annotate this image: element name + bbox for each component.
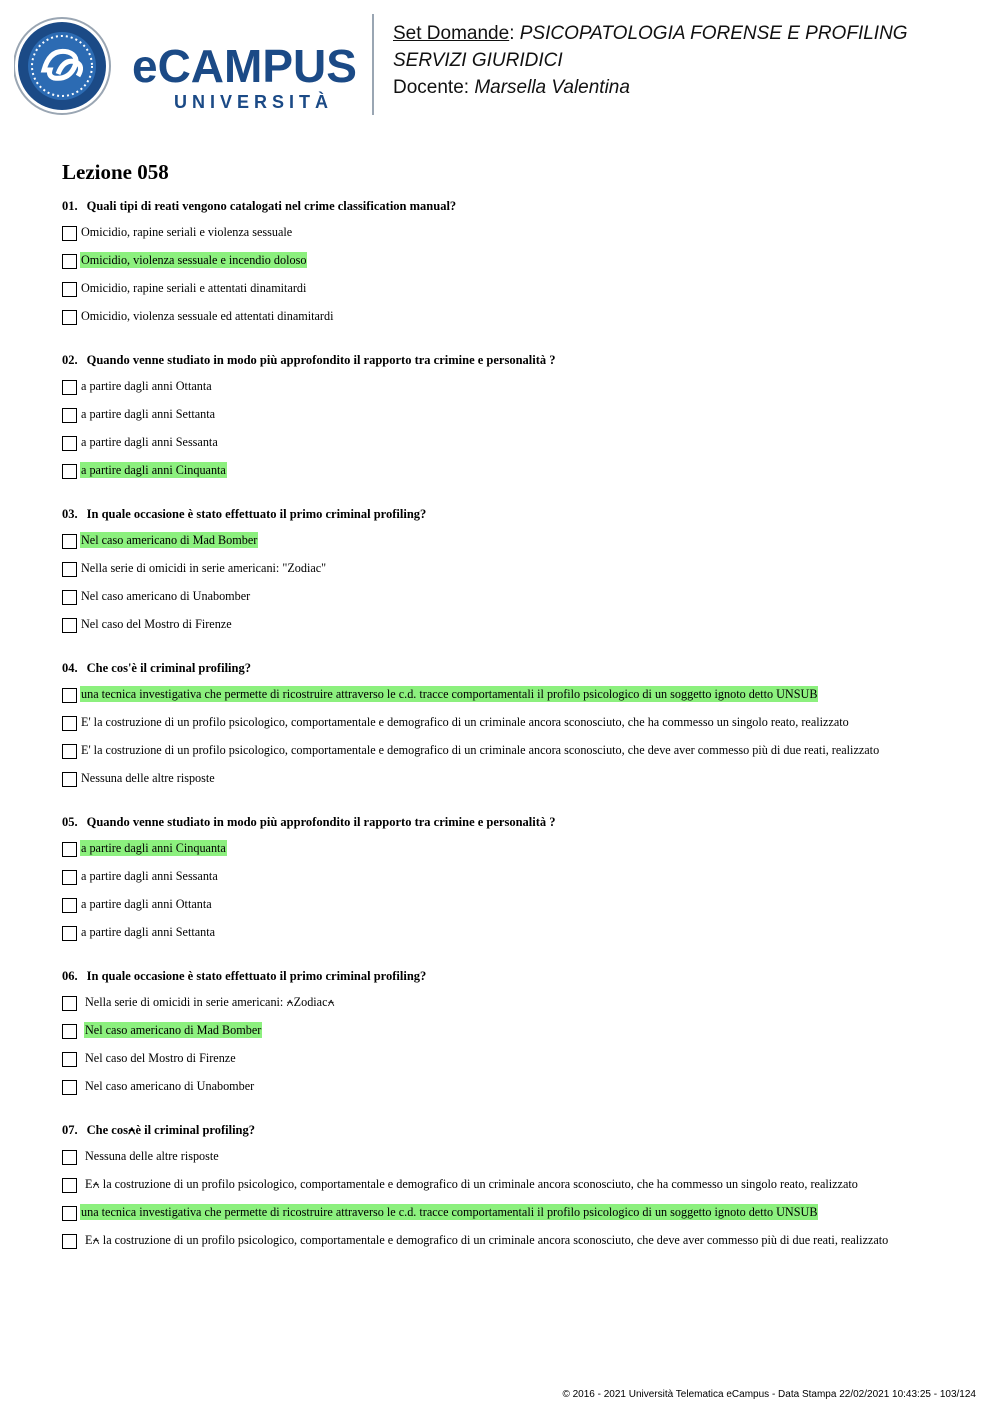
answer-option[interactable] bbox=[62, 532, 962, 560]
logo-subtext: UNIVERSITÀ bbox=[174, 92, 334, 112]
question-number: 03. bbox=[62, 507, 78, 521]
question-title bbox=[62, 812, 962, 832]
answer-text: a partire dagli anni Ottanta bbox=[81, 379, 212, 393]
question-text: In quale occasione è stato effettuato il primo criminal profiling? bbox=[86, 507, 427, 521]
answer-text: E' la costruzione di un profilo psicologico, comportamentale e demografico di un criminale ancora sconosciuto, che deve aver commesso più di due reati, realizzato bbox=[81, 743, 880, 757]
answer-text: Nel caso del Mostro di Firenze bbox=[81, 617, 232, 631]
question-title bbox=[62, 504, 962, 524]
question-block bbox=[62, 966, 962, 1106]
question-title bbox=[62, 350, 962, 370]
question-block bbox=[62, 196, 962, 336]
question-number: 04. bbox=[62, 661, 78, 675]
answer-text: Omicidio, rapine seriali e attentati dinamitardi bbox=[81, 281, 307, 295]
answer-option[interactable] bbox=[62, 770, 962, 798]
answer-text: a partire dagli anni Sessanta bbox=[81, 435, 218, 449]
answer-text: Nel caso americano di Unabomber bbox=[81, 589, 251, 603]
ecampus-logo bbox=[14, 12, 374, 120]
answer-checkbox[interactable] bbox=[62, 436, 77, 451]
header-divider bbox=[372, 14, 374, 115]
answer-text: a partire dagli anni Settanta bbox=[81, 925, 216, 939]
question-block bbox=[62, 812, 962, 952]
question-number: 07. bbox=[62, 1123, 78, 1137]
question-text: Che cos'è il criminal profiling? bbox=[86, 661, 251, 675]
answer-option[interactable] bbox=[62, 1148, 962, 1176]
lesson-title: Lezione 058 bbox=[62, 160, 169, 184]
answer-option[interactable] bbox=[62, 588, 962, 616]
question-number: 01. bbox=[62, 199, 78, 213]
answer-text: a partire dagli anni Sessanta bbox=[81, 869, 218, 883]
answer-text-correct: a partire dagli anni Cinquanta bbox=[81, 463, 226, 477]
answer-option[interactable] bbox=[62, 462, 962, 490]
answer-option[interactable] bbox=[62, 1204, 962, 1232]
answer-text: Nessuna delle altre risposte bbox=[81, 771, 215, 785]
answer-text-correct: Nel caso americano di Mad Bomber bbox=[81, 533, 258, 547]
answer-checkbox[interactable] bbox=[62, 590, 77, 605]
answer-checkbox[interactable] bbox=[62, 408, 77, 423]
answer-text-correct: Nel caso americano di Mad Bomber bbox=[85, 1023, 262, 1037]
answer-checkbox[interactable] bbox=[62, 842, 77, 857]
question-text: Che cos⍲è il criminal profiling? bbox=[86, 1123, 255, 1137]
answer-option[interactable] bbox=[62, 1050, 962, 1078]
answer-checkbox[interactable] bbox=[62, 464, 77, 479]
answer-checkbox[interactable] bbox=[62, 1234, 77, 1249]
answer-text: E⍲ la costruzione di un profilo psicologico, comportamentale e demografico di un criminale ancora sconosciuto, che deve aver commesso più di due reati, realizzato bbox=[85, 1233, 889, 1247]
answer-text: E⍲ la costruzione di un profilo psicologico, comportamentale e demografico di un criminale ancora sconosciuto, che ha commesso un singolo reato, realizzato bbox=[85, 1177, 858, 1191]
answer-checkbox[interactable] bbox=[62, 1024, 77, 1039]
answer-text: Nel caso del Mostro di Firenze bbox=[85, 1051, 236, 1065]
question-block bbox=[62, 350, 962, 490]
answer-option[interactable] bbox=[62, 1176, 962, 1204]
question-block bbox=[62, 504, 962, 644]
answer-option[interactable] bbox=[62, 560, 962, 588]
answer-text-correct: a partire dagli anni Cinquanta bbox=[81, 841, 226, 855]
question-title bbox=[62, 1120, 962, 1140]
answer-text: Nella serie di omicidi in serie americani: "Zodiac" bbox=[81, 561, 327, 575]
docente-name: Marsella Valentina bbox=[474, 77, 630, 98]
answer-checkbox[interactable] bbox=[62, 562, 77, 577]
question-number: 05. bbox=[62, 815, 78, 829]
answer-checkbox[interactable] bbox=[62, 1080, 77, 1095]
answer-text: E' la costruzione di un profilo psicologico, comportamentale e demografico di un criminale ancora sconosciuto, che ha commesso un singolo reato, realizzato bbox=[81, 715, 849, 729]
question-text: In quale occasione è stato effettuato il primo criminal profiling? bbox=[86, 969, 427, 983]
answer-checkbox[interactable] bbox=[62, 380, 77, 395]
question-block bbox=[62, 1120, 962, 1260]
answer-option[interactable] bbox=[62, 378, 962, 406]
answer-option[interactable] bbox=[62, 406, 962, 434]
logo-wordmark: eCAMPUS bbox=[132, 40, 357, 92]
answer-checkbox[interactable] bbox=[62, 310, 77, 325]
course-title-line1: PSICOPATOLOGIA FORENSE E PROFILING bbox=[519, 23, 908, 44]
question-text: Quando venne studiato in modo più approfondito il rapporto tra crimine e personalità ? bbox=[86, 815, 556, 829]
answer-option[interactable] bbox=[62, 924, 962, 952]
answer-option[interactable] bbox=[62, 868, 962, 896]
answer-checkbox[interactable] bbox=[62, 534, 77, 549]
answer-option[interactable] bbox=[62, 434, 962, 462]
question-title bbox=[62, 966, 962, 986]
answer-text: a partire dagli anni Settanta bbox=[81, 407, 216, 421]
answer-text-correct: una tecnica investigativa che permette di ricostruire attraverso le c.d. tracce comportamentali il profilo psicologico di un soggetto ignoto detto UNSUB bbox=[81, 687, 818, 701]
answer-checkbox[interactable] bbox=[62, 1052, 77, 1067]
answer-checkbox[interactable] bbox=[62, 1206, 77, 1221]
answer-checkbox[interactable] bbox=[62, 772, 77, 787]
answer-option[interactable] bbox=[62, 714, 962, 742]
question-number: 06. bbox=[62, 969, 78, 983]
question-text: Quando venne studiato in modo più approfondito il rapporto tra crimine e personalità ? bbox=[86, 353, 556, 367]
question-text: Quali tipi di reati vengono catalogati nel crime classification manual? bbox=[86, 199, 457, 213]
answer-option[interactable] bbox=[62, 686, 962, 714]
answer-checkbox[interactable] bbox=[62, 688, 77, 703]
question-list bbox=[62, 196, 962, 1274]
answer-option[interactable] bbox=[62, 308, 962, 336]
answer-checkbox[interactable] bbox=[62, 1150, 77, 1165]
answer-checkbox[interactable] bbox=[62, 926, 77, 941]
answer-option[interactable] bbox=[62, 1022, 962, 1050]
page-footer: © 2016 - 2021 Università Telematica eCampus - Data Stampa 22/02/2021 10:43:25 - 103/124 bbox=[562, 1389, 976, 1400]
docente-label: Docente: bbox=[393, 77, 470, 98]
course-title-line2: SERVIZI GIURIDICI bbox=[393, 50, 563, 71]
question-title bbox=[62, 658, 962, 678]
answer-option[interactable] bbox=[62, 1078, 962, 1106]
answer-checkbox[interactable] bbox=[62, 282, 77, 297]
answer-text: Nessuna delle altre risposte bbox=[85, 1149, 219, 1163]
answer-checkbox[interactable] bbox=[62, 898, 77, 913]
answer-option[interactable] bbox=[62, 742, 962, 770]
answer-option[interactable] bbox=[62, 616, 962, 644]
question-number: 02. bbox=[62, 353, 78, 367]
answer-text: Nel caso americano di Unabomber bbox=[85, 1079, 255, 1093]
answer-text: Nella serie di omicidi in serie americani: ⍲Zodiac⍲ bbox=[85, 995, 335, 1009]
answer-option[interactable] bbox=[62, 280, 962, 308]
answer-text: Omicidio, violenza sessuale ed attentati dinamitardi bbox=[81, 309, 334, 323]
question-block bbox=[62, 658, 962, 798]
answer-option[interactable] bbox=[62, 896, 962, 924]
answer-text: a partire dagli anni Ottanta bbox=[81, 897, 212, 911]
answer-checkbox[interactable] bbox=[62, 996, 77, 1011]
answer-checkbox[interactable] bbox=[62, 226, 77, 241]
answer-option[interactable] bbox=[62, 224, 962, 252]
answer-option[interactable] bbox=[62, 252, 962, 280]
answer-checkbox[interactable] bbox=[62, 870, 77, 885]
question-title bbox=[62, 196, 962, 216]
answer-text-correct: Omicidio, violenza sessuale e incendio doloso bbox=[81, 253, 307, 267]
header-info: Set Domande: PSICOPATOLOGIA FORENSE E PROFILING SERVIZI GIURIDICI Docente: Marsella Valentina bbox=[393, 23, 908, 98]
page-header bbox=[0, 0, 1000, 130]
answer-checkbox[interactable] bbox=[62, 1178, 77, 1193]
answer-text-correct: una tecnica investigativa che permette di ricostruire attraverso le c.d. tracce comportamentali il profilo psicologico di un soggetto ignoto detto UNSUB bbox=[81, 1205, 818, 1219]
set-label: Set Domande bbox=[393, 23, 510, 44]
answer-checkbox[interactable] bbox=[62, 744, 77, 759]
answer-checkbox[interactable] bbox=[62, 254, 77, 269]
answer-text: Omicidio, rapine seriali e violenza sessuale bbox=[81, 225, 293, 239]
answer-option[interactable] bbox=[62, 840, 962, 868]
answer-checkbox[interactable] bbox=[62, 618, 77, 633]
answer-option[interactable] bbox=[62, 994, 962, 1022]
answer-option[interactable] bbox=[62, 1232, 962, 1260]
answer-checkbox[interactable] bbox=[62, 716, 77, 731]
